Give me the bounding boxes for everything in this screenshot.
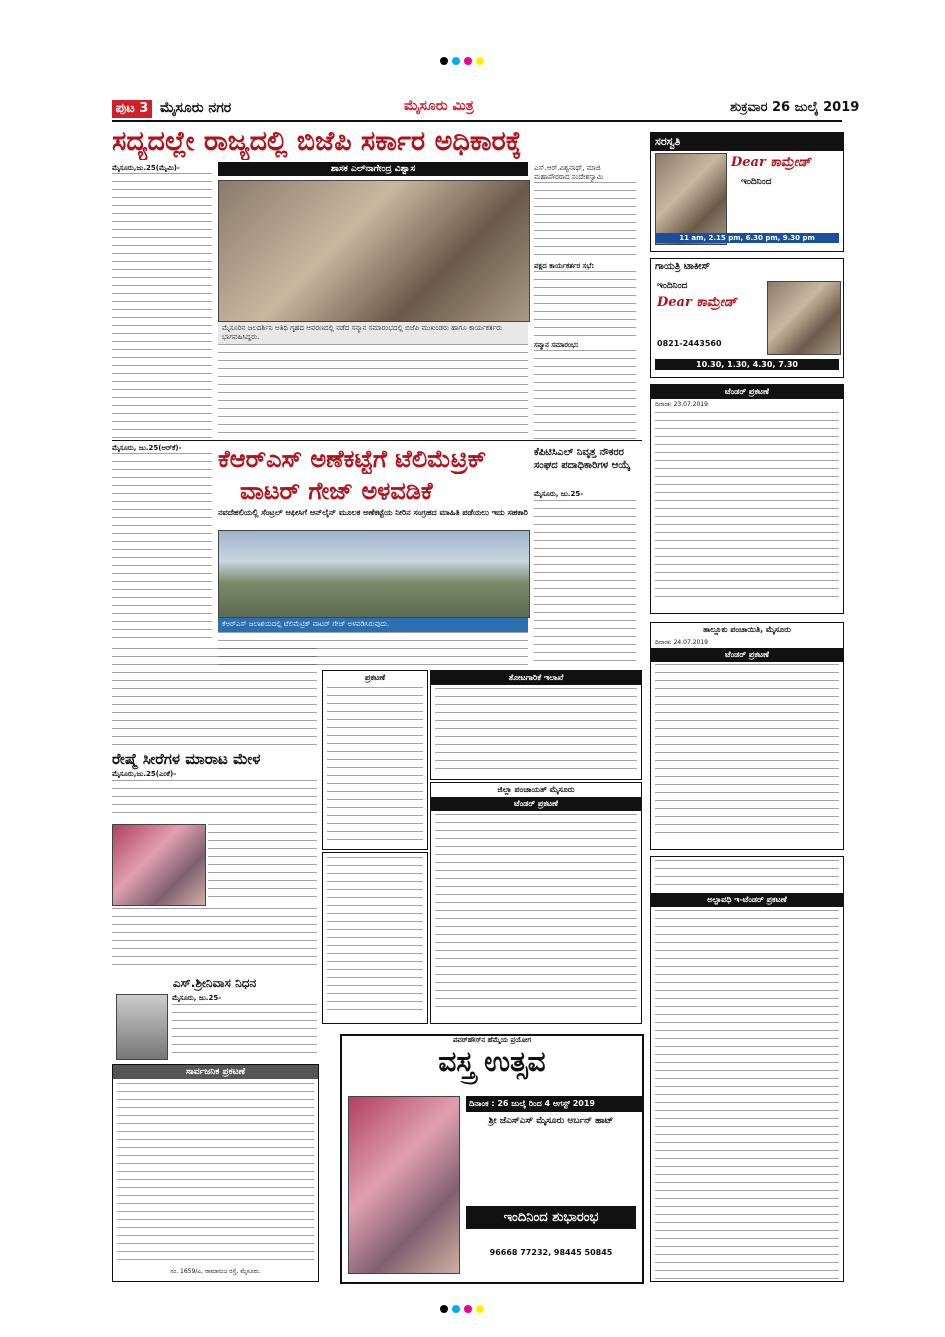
registration-marks-top xyxy=(440,50,488,69)
notice-prakatane-text xyxy=(327,687,423,847)
tender4-title: ಅಲ್ಪಾವಧಿ ಇ-ಟೆಂಡರ್ ಪ್ರಕಟಣೆ xyxy=(651,893,843,907)
vastra-title: ವಸ್ತ್ರ ಉತ್ಸವ xyxy=(438,1045,546,1078)
krs-photo-caption: ಕೆಆರ್‌ಎಸ್ ಜಲಾಶಯದಲ್ಲಿ ಟೆಲಿಮೆಟ್ರಿಕ್ ವಾಟರ್ ಗೇಜ್ ಅಳವಡಿಸಿರುವುದು. xyxy=(218,618,528,632)
vastra-date: ದಿನಾಂಕ : 26 ಜುಲೈ ರಿಂದ 4 ಆಗಸ್ಟ್ 2019 xyxy=(466,1096,642,1112)
tender1-title: ಟೆಂಡರ್ ಪ್ರಕಟಣೆ xyxy=(651,385,843,399)
public-notice-text xyxy=(117,1083,314,1263)
public-notice-title: ಸಾರ್ವಜನಿಕ ಪ್ರಕಟಣೆ xyxy=(113,1065,318,1079)
tender2-date: ದಿನಾಂಕ: 24.07.2019 xyxy=(655,639,708,646)
vastra-utsav-ad xyxy=(340,1034,644,1284)
silk-dateline: ಮೈಸೂರು,ಜು.25(ಎಂಕೆ)- xyxy=(112,770,177,778)
vastra-tagline: ಪವರ್‌ಹೌಸ್‌ನ ಹೆಮ್ಮೆಯ ಪ್ರಯೋಗ xyxy=(452,1036,532,1044)
page-number-label: ಪುಟ 3 xyxy=(112,100,152,118)
lead-col3-para: ಎಸ್.ಆರ್.ವಿಶ್ವನಾಥ್, ಮಾಜಿ ಮಹಾಪೌರರಾದ ಸಂದೇಶಸ್ವಾಮಿ xyxy=(534,164,604,181)
vastra-opening: ಇಂದಿನಿಂದ ಶುಭಾರಂಭ xyxy=(466,1206,636,1229)
horticulture-notice-box xyxy=(430,670,642,780)
gayathri-movie-ad xyxy=(650,258,844,378)
divider-1 xyxy=(112,440,642,441)
movie2-poster xyxy=(767,281,841,355)
section-name: ಮೈಸೂರು ನಗರ xyxy=(160,100,232,116)
krs-dateline: ಮೈಸೂರು, ಜು.25(ಆರ್‌ಕೆ)- xyxy=(112,444,182,452)
horticulture-notice-title: ತೋಟಗಾರಿಕೆ ಇಲಾಖೆ xyxy=(431,671,641,685)
obituary-body-text xyxy=(172,1004,317,1058)
silk-body-text-2 xyxy=(208,824,317,904)
krs-lower-text xyxy=(218,632,528,668)
tender2-title: ತಾಲ್ಲೂಕು ಪಂಚಾಯಿತಿ, ಮೈಸೂರು xyxy=(703,625,791,634)
krs-subhead: ನವದೆಹಲಿಯಲ್ಲಿ ಸೆಂಟ್ರಲ್ ಆಫೀಸಿಗೆ ಆನ್‌ಲೈನ್ ಮೂಲಕ ಅಣೆಕಟ್ಟೆಯ ನೀರಿನ ಸಂಗ್ರಹದ ಮಾಹಿತಿ ಪಡೆಯಲು ಇದು ಸಹಕಾರಿ xyxy=(218,508,528,517)
movie1-poster xyxy=(655,153,727,245)
public-notice-box xyxy=(112,1064,319,1282)
tender-notice-2 xyxy=(650,622,844,850)
lead-photo xyxy=(218,180,530,322)
krs-headline-line2: ವಾಟರ್ ಗೇಜ್ ಅಳವಡಿಕೆ xyxy=(240,477,433,505)
kptcl-body-text xyxy=(534,500,636,665)
silk-body-text xyxy=(112,780,317,820)
kptcl-headline: ಕೆಪಿಟಿಸಿಎಲ್ ನಿವೃತ್ತ ನೌಕರರ ಸಂಘದ ಪದಾಧಿಕಾರಿಗಳ ಆಯ್ಕೆ xyxy=(534,447,631,471)
lead-col3-text xyxy=(534,182,636,262)
lead-col3-subhead2: ಸನ್ಮಾನ ಸಮಾರಂಭ: xyxy=(534,341,579,349)
tender-notice-3 xyxy=(650,856,844,1282)
issue-date: ಶುಕ್ರವಾರ 26 ಜುಲೈ 2019 xyxy=(730,100,860,115)
movie2-times: 10.30, 1.30, 4.30, 7.30 xyxy=(655,359,839,370)
silk-mela-photo xyxy=(112,824,206,906)
movie1-film: Dear ಕಾಮ್ರೇಡ್ xyxy=(731,155,811,170)
tender4-text xyxy=(655,910,839,1280)
lead-story-col3 xyxy=(534,164,636,442)
lead-subhead: ಶಾಸಕ ಎಲ್‌ನಾಗೇಂದ್ರ ವಿಶ್ವಾಸ xyxy=(218,162,528,176)
vastra-model-image xyxy=(348,1096,460,1274)
notice-prakatane-title: ಪ್ರಕಟಣೆ xyxy=(364,673,386,682)
movie1-theatre: ಸರಸ್ವತಿ xyxy=(651,133,843,151)
movie1-show: ಇಂದಿನಿಂದ xyxy=(741,177,772,187)
krs-body-text xyxy=(112,453,212,643)
vastra-phone: 96668 77232, 98445 50845 xyxy=(489,1248,613,1257)
krs-dam-photo xyxy=(218,530,530,618)
vastra-venue: ಶ್ರೀ ಜೆಎಸ್‌ಎಸ್ ಮೈಸೂರು ಅರ್ಬನ್ ಹಾಟ್ xyxy=(488,1116,614,1126)
silk-mela-headline: ರೇಷ್ಮೆ ಸೀರೆಗಳ ಮಾರಾಟ ಮೇಳ xyxy=(112,750,261,768)
lead-headline: ಸದ್ಯದಲ್ಲೇ ರಾಜ್ಯದಲ್ಲಿ ಬಿಜೆಪಿ ಸರ್ಕಾರ ಅಧಿಕಾರಕ್ಕೆ xyxy=(112,126,522,157)
lead-body-text xyxy=(112,173,212,441)
header-rule xyxy=(112,120,842,122)
movie2-film: Dear ಕಾಮ್ರೇಡ್ xyxy=(657,295,737,310)
lead-col3-text2 xyxy=(534,271,636,341)
lead-col3-subhead1: ಪಕ್ಷದ ಕಾರ್ಯಕರ್ತರ ಸಭೆ: xyxy=(534,262,595,270)
tender1-text xyxy=(655,412,839,602)
kptcl-dateline: ಮೈಸೂರು, ಜು.25- xyxy=(534,490,584,498)
obituary-headline: ಎಸ್.ಶ್ರೀನಿವಾಸ ನಿಧನ xyxy=(172,976,257,990)
saraswathi-movie-ad xyxy=(650,132,844,252)
tender4-header-text xyxy=(655,860,839,890)
tender2-text xyxy=(655,664,839,834)
movie2-theatre: ಗಾಯತ್ರಿ ಟಾಕೀಸ್ xyxy=(655,261,711,272)
obituary-portrait xyxy=(116,994,168,1060)
movie2-show: ಇಂದಿನಿಂದ xyxy=(657,281,688,291)
notice-box-2-text xyxy=(327,857,423,1017)
tender-zp-title: ಜಿಲ್ಲಾ ಪಂಚಾಯತ್ ಮೈಸೂರು xyxy=(497,785,575,794)
tender-zp-text xyxy=(435,814,637,1014)
krs-story-col1 xyxy=(112,444,212,644)
tender-box-zp xyxy=(430,782,642,1024)
silk-body-text-3 xyxy=(112,908,317,972)
public-notice-footer: ನಂ. 1659/ಎ, ರಾಮಾನುಜ ರಸ್ತೆ, ಮೈಸೂರು. xyxy=(170,1268,261,1275)
lead-dateline: ಮೈಸೂರು,ಜು.25(ಮೈಮಿ)- xyxy=(112,164,180,172)
newspaper-logo: ಮೈಸೂರು ಮಿತ್ರ xyxy=(404,98,474,114)
movie1-times: 11 am, 2.15 pm, 6.30 pm, 9.30 pm xyxy=(655,233,839,243)
notice-box-2 xyxy=(322,852,428,1024)
notice-box-prakatane xyxy=(322,670,428,850)
krs-headline-line1: ಕೆಆರ್‌ಎಸ್ ಅಣೆಕಟ್ಟೆಗೆ ಟೆಲಿಮೆಟ್ರಿಕ್ xyxy=(218,445,487,473)
tender-zp-ref: ಟೆಂಡರ್ ಪ್ರಕಟಣೆ xyxy=(431,797,641,811)
registration-marks-bottom xyxy=(440,1298,488,1317)
tender1-date: ದಿನಾಂಕ: 23.07.2019 xyxy=(655,401,708,408)
tender-notice-1 xyxy=(650,384,844,614)
lead-photo-caption: ಮೈಸೂರಿನ ಜಲದರ್ಶಿನಿ ಅತಿಥಿ ಗೃಹದ ಆವರಣದಲ್ಲಿ ನಡೆದ ಸನ್ಮಾನ ಸಮಾರಂಭದಲ್ಲಿ ಬಿಜೆಪಿ ಮುಖಂಡರು ಹಾಗೂ ಕಾರ್ಯಕರ್ತರು ಭಾಗವಹಿಸಿದ್ದರು. xyxy=(218,322,528,344)
obituary-dateline: ಮೈಸೂರು, ಜು.25- xyxy=(172,994,222,1002)
tender3-title: ಟೆಂಡರ್ ಪ್ರಕಟಣೆ xyxy=(651,648,843,662)
lead-col3-text3 xyxy=(534,350,636,440)
lead-lower-text xyxy=(218,344,528,436)
lead-story-col1 xyxy=(112,164,212,442)
horticulture-notice-text xyxy=(435,688,637,776)
movie2-phone: 0821-2443560 xyxy=(657,339,722,348)
